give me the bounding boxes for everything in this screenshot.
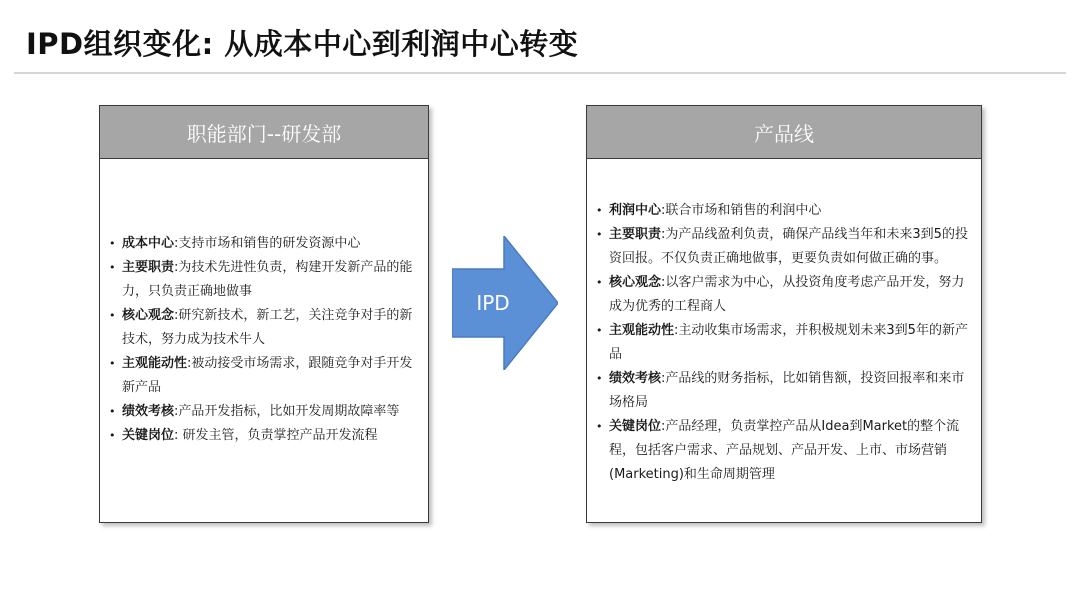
item-text: :研究新技术，新工艺，关注竞争对手的新技术，努力成为技术牛人 xyxy=(122,308,413,347)
item-term: 核心观念 xyxy=(609,275,662,290)
product-line-header: 产品线 xyxy=(587,106,981,159)
bullet-icon: • xyxy=(596,276,603,289)
list-item xyxy=(587,199,981,223)
functional-department-list xyxy=(100,232,428,448)
item-text: :联合市场和销售的利润中心 xyxy=(661,203,822,218)
list-item xyxy=(587,415,981,487)
item-term: 绩效考核 xyxy=(122,404,175,419)
item-text: :产品开发指标，比如开发周期故障率等 xyxy=(174,404,400,419)
item-term: 主观能动性 xyxy=(122,356,188,371)
item-term: 核心观念 xyxy=(122,308,175,323)
list-item xyxy=(100,232,428,256)
item-text: :产品经理，负责掌控产品从Idea到Market的整个流程，包括客户需求、产品规划、产品开发、上市、市场营销(Marketing)和生命周期管理 xyxy=(609,419,960,482)
bullet-icon: • xyxy=(109,237,116,250)
bullet-icon: • xyxy=(596,420,603,433)
item-term: 关键岗位 xyxy=(122,428,175,443)
bullet-icon: • xyxy=(109,429,116,442)
bullet-icon: • xyxy=(109,261,116,274)
bullet-icon: • xyxy=(596,324,603,337)
bullet-icon: • xyxy=(109,357,116,370)
list-item xyxy=(100,256,428,304)
item-term: 成本中心 xyxy=(122,236,175,251)
product-line-panel xyxy=(586,105,982,523)
bullet-icon: • xyxy=(596,372,603,385)
item-text: :支持市场和销售的研发资源中心 xyxy=(174,236,361,251)
item-text: :产品线的财务指标，比如销售额，投资回报率和来市场格局 xyxy=(609,371,965,410)
functional-department-header: 职能部门--研发部 xyxy=(100,106,428,159)
list-item xyxy=(100,400,428,424)
page-title: IPD组织变化: 从成本中心到利润中心转变 xyxy=(26,27,579,61)
list-item xyxy=(100,424,428,448)
item-term: 主要职责 xyxy=(122,260,175,275)
ipd-arrow xyxy=(452,236,558,370)
list-item xyxy=(587,367,981,415)
item-text: :为技术先进性负责，构建开发新产品的能力，只负责正确地做事 xyxy=(122,260,413,299)
item-text: :为产品线盈利负责，确保产品线当年和未来3到5的投资回报。不仅负责正确地做事，更要负责如何做正确的事。 xyxy=(609,227,968,266)
list-item xyxy=(587,223,981,271)
product-line-list xyxy=(587,199,981,487)
item-text: : 研发主管，负责掌控产品开发流程 xyxy=(174,428,378,443)
bullet-icon: • xyxy=(596,228,603,241)
item-text: :主动收集市场需求，并积极规划未来3到5年的新产品 xyxy=(609,323,968,362)
functional-department-panel xyxy=(99,105,429,523)
bullet-icon: • xyxy=(109,405,116,418)
list-item xyxy=(100,352,428,400)
bullet-icon: • xyxy=(596,204,603,217)
item-term: 关键岗位 xyxy=(609,419,662,434)
item-text: :被动接受市场需求，跟随竞争对手开发新产品 xyxy=(122,356,413,395)
product-line-body xyxy=(587,159,981,522)
functional-department-body xyxy=(100,159,428,522)
item-term: 利润中心 xyxy=(609,203,662,218)
item-term: 绩效考核 xyxy=(609,371,662,386)
item-text: :以客户需求为中心，从投资角度考虑产品开发，努力成为优秀的工程商人 xyxy=(609,275,965,314)
list-item xyxy=(587,271,981,319)
list-item xyxy=(100,304,428,352)
title-divider xyxy=(14,72,1066,74)
list-item xyxy=(587,319,981,367)
bullet-icon: • xyxy=(109,309,116,322)
item-term: 主要职责 xyxy=(609,227,662,242)
ipd-arrow-label: IPD xyxy=(476,291,510,315)
item-term: 主观能动性 xyxy=(609,323,675,338)
